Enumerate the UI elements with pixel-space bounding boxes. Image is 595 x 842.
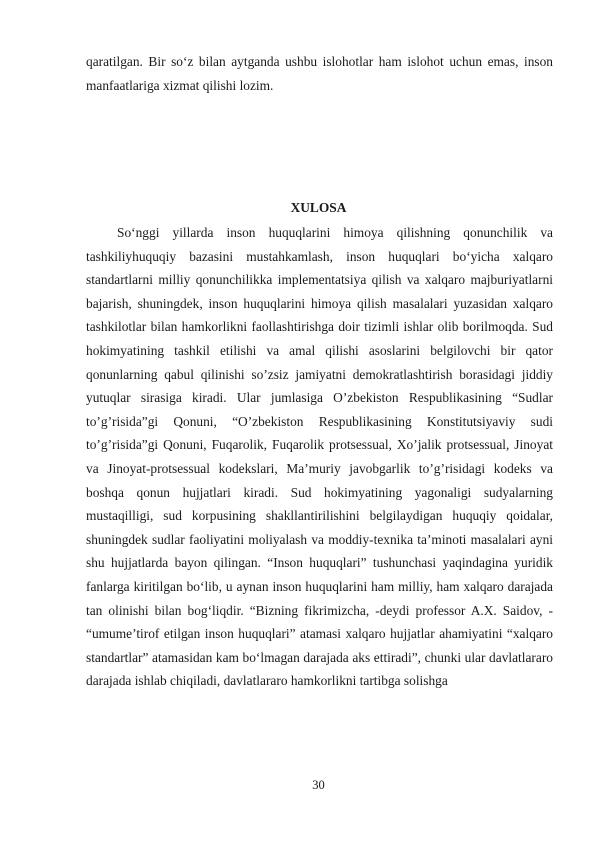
section-heading: XULOSA <box>290 200 347 215</box>
page-number: 30 <box>312 778 325 792</box>
intro-paragraph: qaratilgan. Bir so‘z bilan aytganda ushbu islohotlar ham islohot uchun emas, inson manfaatlariga xizmat qilishi lozim. <box>86 54 553 93</box>
body-paragraph: So‘nggi yillarda inson huquqlarini himoya qilishning qonunchilik va tashkiliyhuquqiy bazasini mustahkamlash, inson huquqlari bo‘yicha xalqaro standartlarni milliy qonunchilikka implementatsiya qilish va xalqaro majburiyatlarni bajarish, shuningdek, inson huquqlarini himoya qilish masalalari yuzasidan xalqaro tashkilotlar bilan hamkorlikni faollashtirishga doir tizimli ishlar olib borilmoqda. Sud hokimyatining tashkil etilishi va amal qilishi asoslarini belgilovchi bir qator qonunlarning qabul qilinishi so’zsiz jamiyatni demokratlashtirish borasidagi jiddiy yutuqlar sirasiga kiradi. Ular jumlasiga O’zbekiston Respublikasining “Sudlar to’g’risida”gi Qonuni, “O’zbekiston Respublikasining Konstitutsiyaviy sudi to’g’risida”gi Qonuni, Fuqarolik, Fuqarolik protsessual, Xo’jalik protsessual, Jinoyat va Jinoyat-protsessual kodekslari, Ma’muriy javobgarlik to’g’risidagi kodeks va boshqa qonun hujjatlari kiradi. Sud hokimyatining yagonaligi sudyalarning mustaqilligi, sud korpusining shakllantirilishini belgilaydigan huquqiy qoidalar, shuningdek sudlar faoliyatini moliyalash va moddiy-texnika ta’minoti masalalari ayni shu hujjatlarda bayon qilingan. “Inson huquqlari” tushunchasi yaqindagina yuridik fanlarga kiritilgan bo‘lib, u aynan inson huquqlarini ham milliy, ham xalqaro darajada tan olinishi bilan bog‘liqdir. “Bizning fikrimizcha, -deydi professor A.X. Saidov, - “umume’tirof etilgan inson huquqlari” atamasi xalqaro hujjatlar ahamiyatini “xalqaro standartlar” atamasidan kam bo‘lmagan darajada aks ettiradi”, chunki ular davlatlararo darajada ishlab chiqiladi, davlatlararo hamkorlikni tartibga solishga <box>86 225 553 689</box>
